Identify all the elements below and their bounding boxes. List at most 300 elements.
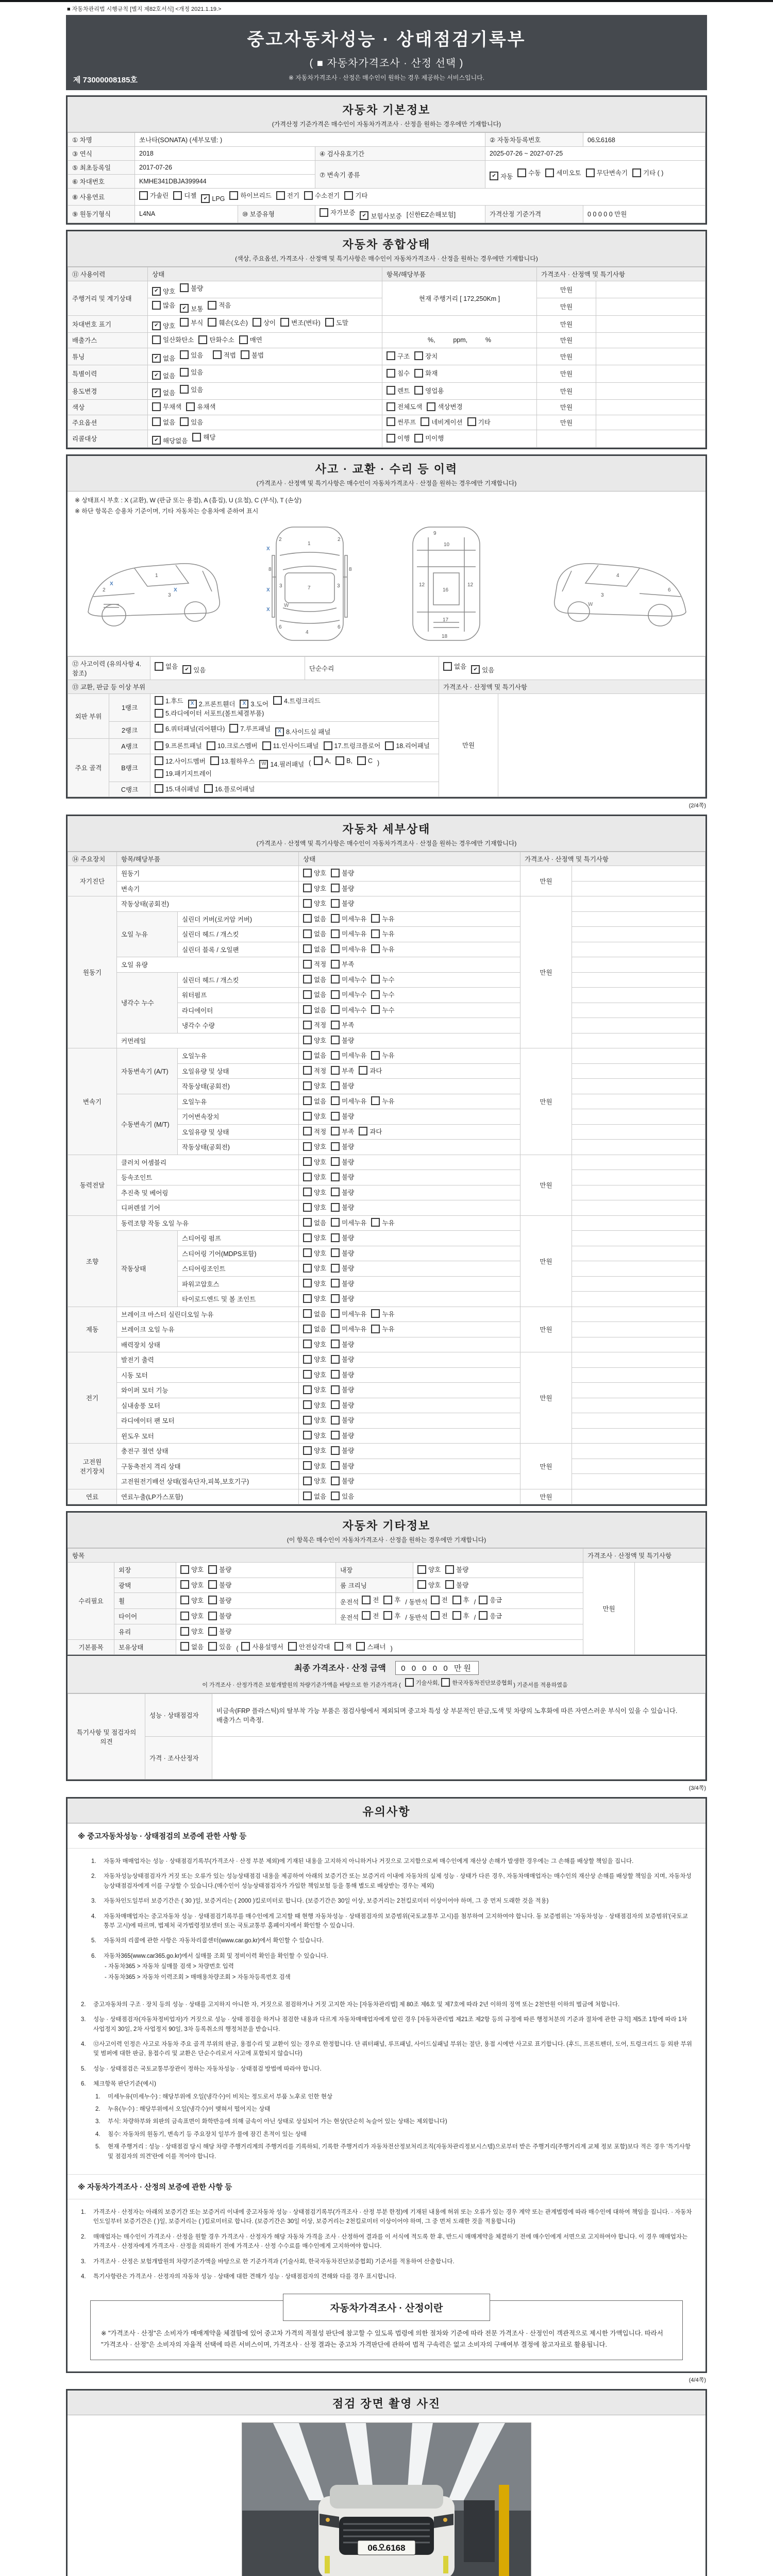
checkbox-없음[interactable] (303, 914, 326, 923)
checkbox-불량[interactable] (331, 1340, 354, 1349)
notice-item (95, 2142, 692, 2161)
checkbox-불량[interactable] (331, 1400, 354, 1410)
checkbox-양호[interactable] (303, 1370, 326, 1379)
checkbox-도말[interactable] (325, 318, 348, 327)
detail-col-price: 가격조사 · 산정액 및 특기사항 (520, 852, 705, 866)
final-price-note (68, 1678, 705, 1689)
checkbox-양호[interactable] (180, 1596, 204, 1605)
checkbox-누수[interactable] (371, 975, 394, 984)
checkbox-box (303, 1355, 312, 1364)
checkbox-하이브리드[interactable] (229, 191, 271, 200)
checkbox-없음[interactable] (303, 929, 326, 938)
checkbox-양호[interactable] (303, 1415, 326, 1425)
checkbox-box (152, 301, 161, 310)
detail-col-device: ⑭ 주요장치 (68, 852, 117, 866)
checkbox-불법[interactable] (241, 350, 264, 360)
checkbox-box (331, 1461, 340, 1470)
checkbox-label: 양호 (163, 288, 176, 295)
note-cell (572, 1383, 705, 1398)
checkbox-불량[interactable] (331, 1461, 354, 1470)
checkbox-box (303, 1173, 312, 1181)
checkbox-양호[interactable] (303, 1111, 326, 1121)
checkbox-5.라디에이터 서포트(볼트체결부품)[interactable] (155, 708, 264, 718)
checkbox-누유[interactable] (371, 1309, 394, 1318)
checkbox-A,[interactable] (314, 756, 331, 765)
checkbox-누유[interactable] (371, 914, 394, 923)
checkbox-유채색[interactable] (186, 402, 215, 411)
note-cell (572, 1322, 705, 1337)
checkbox-미세누수[interactable] (331, 975, 366, 984)
checkbox-양호[interactable] (303, 1202, 326, 1212)
price-cell: 만원 (520, 1444, 572, 1489)
checkbox-양호[interactable] (417, 1565, 441, 1574)
checkbox-불량[interactable] (331, 1081, 354, 1090)
document-header (66, 15, 707, 90)
checkbox-label: 누유 (382, 915, 395, 923)
checkbox-후[interactable] (383, 1595, 400, 1604)
checkbox-양호[interactable] (303, 1400, 326, 1410)
checkbox-미세누유[interactable] (331, 1096, 366, 1106)
checkbox-불량[interactable] (331, 1036, 354, 1045)
checkbox-보험사보증[interactable] (360, 211, 401, 221)
checkbox-불량[interactable] (331, 1431, 354, 1440)
checkbox-없음[interactable] (303, 1324, 326, 1333)
checkbox-12.사이드멤버[interactable] (155, 756, 206, 766)
checkbox-양호[interactable] (303, 1157, 326, 1166)
checkbox-불량[interactable] (331, 1279, 354, 1288)
checkbox-누유[interactable] (371, 929, 394, 938)
checkbox-box (331, 1096, 340, 1105)
checkbox-전기[interactable] (276, 191, 299, 200)
checkbox-화재[interactable] (414, 368, 438, 378)
checkbox-3.도어[interactable] (240, 699, 268, 708)
checkbox-label: 15.대쉬패널 (165, 785, 199, 793)
checkbox-전[interactable] (431, 1595, 448, 1604)
checkbox-불량[interactable] (331, 1370, 354, 1379)
checkbox-누유[interactable] (371, 1324, 394, 1333)
checkbox-불량[interactable] (331, 884, 354, 893)
checkbox-6.쿼터패널(리어휀다)[interactable] (155, 724, 225, 733)
checkbox-해당[interactable] (192, 432, 215, 442)
checkbox-없음[interactable] (303, 975, 326, 984)
checkbox-box (331, 990, 340, 999)
notice-item (81, 2040, 692, 2059)
checkbox-누수[interactable] (371, 1005, 394, 1014)
checkbox-디젤[interactable] (173, 191, 196, 200)
checkbox-box (383, 1611, 392, 1620)
checkbox-불량[interactable] (331, 1172, 354, 1181)
checkbox-16.플로어패널[interactable] (204, 784, 255, 793)
checkbox-없음[interactable] (303, 1218, 326, 1227)
checkbox-침수[interactable] (386, 368, 410, 378)
checkbox-한국자동차진단보증협회[interactable] (441, 1678, 512, 1687)
checkbox-불량[interactable] (331, 1248, 354, 1258)
checkbox-양호[interactable] (303, 1431, 326, 1440)
item-state (299, 1367, 520, 1383)
notice-item (81, 2015, 692, 2034)
checkbox-1.후드[interactable] (155, 696, 183, 705)
item-state (299, 988, 520, 1003)
checkbox-19.패키지트레이[interactable] (155, 769, 212, 778)
detail-row (68, 911, 705, 927)
notice-item-body (104, 1952, 692, 1982)
checkbox-8.사이드실 패널[interactable] (275, 727, 330, 736)
checkbox-box (371, 990, 380, 999)
checkbox-불량[interactable] (331, 1476, 354, 1485)
checkbox-box (303, 1477, 312, 1485)
item-state (299, 1276, 520, 1292)
checkbox-없음[interactable] (152, 417, 175, 427)
table-row (68, 400, 705, 415)
checkbox-양호[interactable] (303, 1142, 326, 1151)
checkbox-box (180, 385, 189, 394)
checkbox-보통[interactable] (180, 304, 203, 313)
checkbox-탄화수소[interactable] (198, 335, 234, 344)
checkbox-label: 세미오토 (556, 170, 581, 177)
checkbox-있음[interactable] (471, 665, 494, 674)
checkbox-수동[interactable] (517, 168, 541, 177)
checkbox-없음[interactable] (155, 662, 178, 671)
checkbox-label: 적정 (314, 1067, 327, 1075)
checkbox-후[interactable] (383, 1611, 400, 1620)
device-category: 변속기 (68, 1048, 117, 1155)
detail-row (68, 957, 705, 973)
checkbox-후[interactable] (452, 1595, 469, 1604)
checkbox-응급[interactable] (479, 1611, 502, 1620)
checkbox-양호[interactable] (303, 868, 326, 877)
checkbox-있음[interactable] (180, 385, 203, 394)
checkbox-자동[interactable] (490, 172, 513, 181)
checkbox-무채색[interactable] (152, 402, 181, 411)
checkbox-없음[interactable] (303, 990, 326, 999)
notice-item-number: 1. (81, 2209, 86, 2215)
checkbox-없음[interactable] (152, 388, 175, 397)
checkbox-많음[interactable] (152, 300, 175, 310)
checkbox-네비게이션[interactable] (421, 417, 462, 427)
checkbox-없음[interactable] (303, 1096, 326, 1106)
car-damage-diagram (68, 516, 705, 656)
checkbox-없음[interactable] (303, 1492, 326, 1501)
checkbox-양호[interactable] (303, 1354, 326, 1364)
checkbox-매연[interactable] (239, 335, 262, 344)
checkbox-불량[interactable] (331, 1188, 354, 1197)
checkbox-양호[interactable] (303, 1340, 326, 1349)
checkbox-부족[interactable] (331, 1020, 354, 1029)
checkbox-전[interactable] (362, 1611, 379, 1620)
checkbox-box (208, 318, 216, 327)
checkbox-부족[interactable] (331, 1066, 354, 1075)
checkbox-없음[interactable] (152, 353, 175, 363)
checkbox-C[interactable] (357, 756, 373, 765)
checkbox-양호[interactable] (303, 1446, 326, 1455)
checkbox-불량[interactable] (331, 1385, 354, 1394)
checkbox-색상변경[interactable] (427, 402, 462, 411)
checkbox-양호[interactable] (303, 899, 326, 908)
checkbox-무단변속기[interactable] (586, 168, 628, 177)
checkbox-양호[interactable] (303, 1385, 326, 1394)
base-price-label: 가격산정 기준가격 (485, 206, 583, 223)
notice-item-number: 4. (91, 1913, 96, 1920)
checkbox-양호[interactable] (303, 1476, 326, 1485)
note-cell (596, 348, 705, 365)
checkbox-있음[interactable] (180, 350, 203, 360)
checkbox-label: 기술사회, (415, 1680, 440, 1686)
checkbox-불량[interactable] (331, 1233, 354, 1242)
checkbox-이행[interactable] (386, 433, 410, 443)
checkbox-label: 사용설명서 (252, 1643, 283, 1651)
tuning-item (382, 348, 537, 365)
note-cell (572, 1124, 705, 1140)
checkbox-세미오토[interactable] (545, 168, 581, 177)
checkbox-불량[interactable] (208, 1611, 231, 1620)
checkbox-box (371, 1051, 380, 1060)
checkbox-적정[interactable] (303, 1020, 326, 1029)
checkbox-일산화탄소[interactable] (152, 335, 194, 344)
checkbox-양호[interactable] (180, 1580, 204, 1589)
checkbox-기타[interactable] (467, 417, 491, 427)
checkbox-훼손(오손)[interactable] (208, 318, 248, 327)
checkbox-9.프론트패널[interactable] (155, 741, 202, 750)
checkbox-안전삼각대[interactable] (288, 1642, 330, 1651)
price-cell: 만원 (520, 896, 572, 1048)
checkbox-미세누유[interactable] (331, 944, 366, 954)
checkbox-미세누유[interactable] (331, 929, 366, 938)
checkbox-양호[interactable] (303, 1263, 326, 1273)
note-cell (572, 911, 705, 927)
checkbox-양호[interactable] (303, 1248, 326, 1258)
checkbox-불량[interactable] (208, 1596, 231, 1605)
checkbox-양호[interactable] (303, 884, 326, 893)
checkbox-없음[interactable] (303, 1050, 326, 1060)
checkbox-양호[interactable] (152, 286, 175, 296)
checkbox-불량[interactable] (445, 1565, 468, 1574)
checkbox-장치[interactable] (414, 351, 438, 361)
checkbox-영업용[interactable] (414, 386, 444, 395)
inspector-opinion-text: 비금속(FRP 플라스틱)의 탈부착 가능 부품은 점검사항에서 제외되며 중고차 특성 상 부분적인 판금,도색 및 차량의 노후화에 따른 자연스러운 부식이 있을 수 있습니다. 배출가스 미측정. (212, 1694, 705, 1737)
checkbox-LPG[interactable] (201, 194, 225, 203)
notice-list-warranty (68, 1849, 705, 1992)
checkbox-불량[interactable] (208, 1626, 231, 1636)
checkbox-box (331, 1036, 340, 1044)
mileage-label: 주행거리 및 계기상태 (68, 281, 148, 315)
checkbox-양호[interactable] (152, 321, 175, 330)
checkbox-썬루프[interactable] (386, 417, 416, 427)
checkbox-부식[interactable] (180, 318, 203, 327)
checkbox-없음[interactable] (303, 1005, 326, 1014)
checkbox-양호[interactable] (303, 1279, 326, 1288)
checkbox-스패너[interactable] (356, 1642, 385, 1651)
checkbox-부족[interactable] (331, 1127, 354, 1136)
checkbox-불량[interactable] (331, 1111, 354, 1121)
price-cell: 만원 (537, 400, 596, 415)
checkbox-과다[interactable] (359, 1127, 382, 1136)
checkbox-사용설명서[interactable] (241, 1642, 283, 1651)
checkbox-7.루프패널[interactable] (229, 724, 271, 733)
checkbox-미세누수[interactable] (331, 990, 366, 999)
item-label: 기어변속장치 (178, 1109, 299, 1125)
checkbox-17.트렁크플로어[interactable] (324, 741, 381, 750)
checkbox-구조[interactable] (386, 351, 410, 361)
checkbox-기술사회,[interactable] (405, 1678, 440, 1687)
simple-repair-state (439, 656, 705, 680)
checkbox-미세누수[interactable] (331, 1005, 366, 1014)
inspection-period-label: ④ 검사유효기간 (315, 147, 485, 161)
checkbox-적정[interactable] (303, 1066, 326, 1075)
checkbox-14.필러패널[interactable] (259, 759, 304, 769)
checkbox-box (445, 1580, 454, 1589)
overall-title: 자동차 종합상태 (342, 238, 431, 251)
note-cell (572, 1140, 705, 1155)
checkbox-누유[interactable] (371, 944, 394, 954)
checkbox-label: 누유 (382, 1097, 395, 1105)
checkbox-양호[interactable] (303, 1036, 326, 1045)
notice-item (91, 1952, 692, 1982)
checkbox-미이행[interactable] (414, 433, 444, 443)
svg-text:X: X (266, 606, 270, 613)
exterior-label: 외장 (114, 1563, 176, 1578)
checkbox-13.휠하우스[interactable] (210, 756, 255, 766)
checkbox-양호[interactable] (303, 1081, 326, 1090)
checkbox-box (180, 1612, 189, 1620)
checkbox-전체도색[interactable] (386, 402, 422, 411)
checkbox-미세누유[interactable] (331, 914, 366, 923)
note-cell (572, 1444, 705, 1459)
checkbox-양호[interactable] (303, 1294, 326, 1303)
checkbox-기타 ( )[interactable] (632, 168, 663, 177)
checkbox-기타[interactable] (344, 191, 367, 200)
checkbox-전[interactable] (431, 1611, 448, 1620)
checkbox-불량[interactable] (208, 1565, 231, 1574)
checkbox-잭[interactable] (334, 1642, 351, 1651)
checkbox-label: 불량 (342, 1189, 355, 1196)
checkbox-있음[interactable] (208, 1642, 231, 1651)
checkbox-불량[interactable] (331, 1446, 354, 1455)
checkbox-box (414, 386, 423, 395)
checkbox-불량[interactable] (331, 1263, 354, 1273)
notice-item (81, 2000, 692, 2009)
checkbox-적음[interactable] (208, 300, 231, 310)
checkbox-변조(변타)[interactable] (280, 318, 321, 327)
item-label: 실린더 헤드 / 개스킷 (178, 927, 299, 942)
checkbox-B,[interactable] (335, 756, 352, 765)
checkbox-있음[interactable] (180, 417, 203, 427)
checkbox-적법[interactable] (213, 350, 236, 360)
checkbox-자가보증[interactable] (320, 208, 355, 217)
checkbox-있음[interactable] (182, 665, 206, 674)
checkbox-label: 영업용 (425, 387, 444, 395)
checkbox-없음[interactable] (152, 371, 175, 380)
checkbox-누수[interactable] (371, 990, 394, 999)
checkbox-label: 자동 (500, 173, 513, 180)
holding-state-label: 보유상태 (114, 1639, 176, 1655)
note-cell (572, 1276, 705, 1292)
checkbox-label: 10.크로스멤버 (217, 742, 258, 750)
item-state (299, 1155, 520, 1170)
checkbox-4.트렁크리드[interactable] (273, 696, 321, 705)
checkbox-렌트[interactable] (386, 386, 410, 395)
checkbox-과다[interactable] (359, 1066, 382, 1075)
checkbox-수소전기[interactable] (304, 191, 340, 200)
checkbox-양호[interactable] (180, 1611, 204, 1620)
checkbox-불량[interactable] (331, 1157, 354, 1166)
checkbox-양호[interactable] (303, 1461, 326, 1470)
checkbox-label: 양호 (314, 870, 327, 877)
checkbox-15.대쉬패널[interactable] (155, 784, 199, 793)
checkbox-불량[interactable] (180, 283, 203, 293)
notice-subline: - 자동차365 > 자동차 실매물 검색 > 차량번호 입력 (105, 1963, 234, 1970)
checkbox-미세누유[interactable] (331, 1218, 366, 1227)
checkbox-상이[interactable] (253, 318, 276, 327)
checkbox-불량[interactable] (331, 1294, 354, 1303)
checkbox-누유[interactable] (371, 1218, 394, 1227)
checkbox-누유[interactable] (371, 1050, 394, 1060)
checkbox-부족[interactable] (331, 959, 354, 969)
checkbox-양호[interactable] (303, 1233, 326, 1242)
checkbox-후[interactable] (452, 1611, 469, 1620)
checkbox-불량[interactable] (331, 868, 354, 877)
checkbox-미세누유[interactable] (331, 1324, 366, 1333)
checkbox-box (303, 899, 312, 908)
checkbox-미세누유[interactable] (331, 1050, 366, 1060)
notice-item-number: 2. (81, 2001, 86, 2008)
checkbox-없음[interactable] (303, 1309, 326, 1318)
checkbox-없음[interactable] (180, 1642, 204, 1651)
warranty-type-label: ⑩ 보증유형 (238, 206, 315, 223)
detail-subtitle: (가격조사 · 산정액 및 특기사항은 매수인이 자동차가격조사 · 산정을 원하는 경우에만 기재합니다) (256, 840, 517, 847)
checkbox-양호[interactable] (303, 1172, 326, 1181)
checkbox-전[interactable] (362, 1595, 379, 1604)
item-state (299, 1444, 520, 1459)
checkbox-양호[interactable] (180, 1626, 204, 1636)
checkbox-누유[interactable] (371, 1096, 394, 1106)
checkbox-양호[interactable] (303, 1188, 326, 1197)
checkbox-불량[interactable] (445, 1580, 468, 1589)
checkbox-없음[interactable] (303, 944, 326, 954)
price-cell: 만원 (537, 281, 596, 298)
checkbox-10.크로스멤버[interactable] (207, 741, 258, 750)
svg-text:10: 10 (444, 541, 450, 548)
checkbox-box (210, 756, 219, 765)
checkbox-가솔린[interactable] (139, 191, 169, 200)
checkbox-불량[interactable] (331, 1354, 354, 1364)
checkbox-label: 18.리어패널 (396, 742, 430, 750)
checkbox-18.리어패널[interactable] (385, 741, 430, 750)
checkbox-있음[interactable] (180, 367, 203, 377)
tire-positions (336, 1608, 583, 1624)
checkbox-box (385, 741, 394, 750)
checkbox-해당없음[interactable] (152, 436, 188, 445)
checkbox-적정[interactable] (303, 959, 326, 969)
checkbox-없음[interactable] (443, 662, 466, 671)
checkbox-양호[interactable] (180, 1565, 204, 1574)
checkbox-불량[interactable] (208, 1580, 231, 1589)
document-subtitle-note: ※ 자동차가격조사 · 산정은 매수인이 원하는 경우 제공하는 서비스입니다. (288, 74, 485, 81)
transmission-options (485, 161, 705, 189)
checkbox-box (180, 350, 189, 359)
checkbox-불량[interactable] (331, 1142, 354, 1151)
checkbox-응급[interactable] (479, 1595, 502, 1604)
checkbox-미세누유[interactable] (331, 1309, 366, 1318)
checkbox-11.인사이드패널[interactable] (262, 741, 319, 750)
checkbox-2.프론트휀더[interactable] (188, 699, 236, 708)
checkbox-있음[interactable] (331, 1492, 354, 1501)
checkbox-양호[interactable] (417, 1580, 441, 1589)
checkbox-적정[interactable] (303, 1127, 326, 1136)
checkbox-불량[interactable] (331, 1415, 354, 1425)
current-mileage: 현재 주행거리 [ 172,250Km ] (382, 281, 537, 315)
checkbox-불량[interactable] (331, 899, 354, 908)
checkbox-불량[interactable] (331, 1202, 354, 1212)
